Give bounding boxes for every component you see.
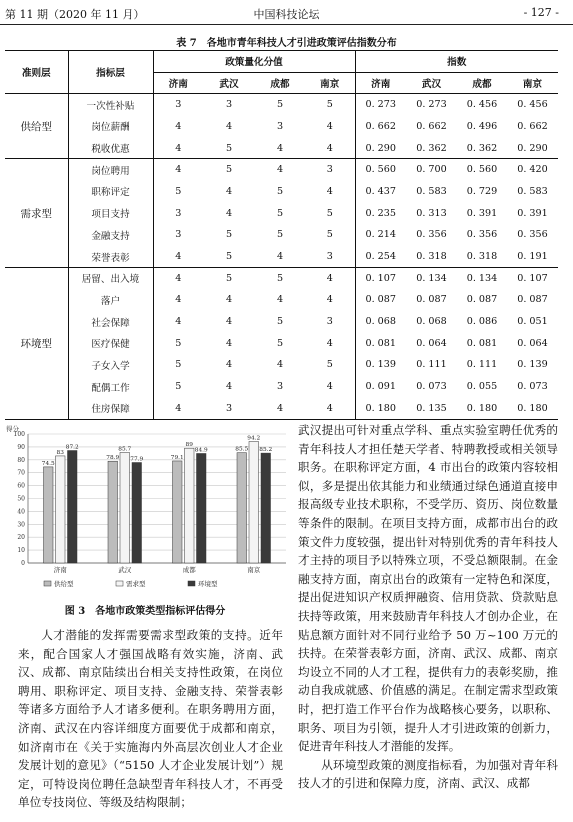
y-tick-label: 30 [17, 521, 25, 529]
score-cell: 4 [203, 116, 255, 138]
index-cell: 0. 437 [355, 181, 406, 203]
index-cell: 0. 073 [507, 376, 558, 398]
index-cell: 0. 662 [355, 116, 406, 138]
score-cell: 5 [255, 202, 305, 224]
index-cell: 0. 362 [406, 137, 457, 159]
score-cell: 4 [203, 332, 255, 354]
legend-swatch [116, 581, 123, 586]
indicator-cell: 居留、出入境 [68, 267, 153, 289]
index-cell: 0. 560 [365, 164, 396, 176]
score-cell: 3 [175, 99, 182, 111]
indicator-cell: 岗位聘用 [68, 159, 153, 181]
index-cell: 0. 073 [406, 376, 457, 398]
data-label: 79.1 [170, 454, 184, 461]
y-tick-label: 10 [17, 547, 25, 555]
index-cell: 0. 087 [355, 289, 406, 311]
legend-swatch [44, 581, 51, 586]
index-cell: 0. 111 [457, 354, 507, 376]
index-cell: 0. 356 [406, 224, 457, 246]
bar [120, 452, 130, 563]
paragraph: 武汉提出可针对重点学科、重点实验室聘任优秀的青年科技人才担任楚天学者、特聘教授或相关领导职务。在职称评定方面，4 市出台的政策内容较相似，多是提出依其能力和业绩通过绿色通道直接申报高级专业技术职称，不受学历、资历、岗位数量等条件的限制。在项目支持方面，成都市出台的政策文件力度较强，提出针对特别优秀的青年科技人才主持的项目予以特殊立项，不受总额限制。在金融支持方面，南京出台的政策有一定特色和深度，提出促进知识产权质押融资、信用贷款、贷款贴息扶持等政策，用来鼓励青年科技人才创办企业，在贴息额方面针对不同行业给予 50 万~100 万元的扶持。在荣誉表彰方面，济南、武汉、成都、南京均设立不同的人才工程，提供有力的表彰奖励，推动自我成就感、价值感的满足。在制定需求型政策时，把打造工作平台作为战略核心要务，以职称、职务、项目为引领，提升人才引进政策的创新力，促进青年科技人才潜能的发挥。 [298, 423, 558, 754]
criteria-cell: 供给型 [5, 94, 68, 159]
bar [132, 463, 142, 563]
score-cell: 4 [175, 272, 182, 284]
score-cell: 3 [203, 398, 255, 420]
index-cell: 0. 064 [406, 332, 457, 354]
score-cell: 5 [276, 99, 284, 111]
index-cell: 0. 134 [416, 272, 447, 284]
bar [44, 467, 54, 563]
bar [185, 448, 195, 563]
score-cell: 3 [305, 311, 355, 333]
index-cell: 0. 086 [457, 311, 507, 333]
score-cell: 4 [203, 181, 255, 203]
index-cell: 0. 180 [507, 398, 558, 420]
index-city-header: 武汉 [406, 72, 457, 94]
page-header [0, 0, 573, 25]
score-cell: 4 [153, 246, 203, 268]
score-cell: 4 [175, 164, 182, 176]
score-cell: 4 [203, 354, 255, 376]
data-label: 85.5 [235, 446, 249, 453]
score-cell: 4 [153, 398, 203, 420]
indicator-cell: 金融支持 [68, 224, 153, 246]
x-tick-label: 武汉 [118, 566, 132, 574]
score-cell: 4 [255, 246, 305, 268]
index-cell: 0. 290 [507, 137, 558, 159]
legend-swatch [188, 581, 195, 586]
index-cell: 0. 087 [457, 289, 507, 311]
score-cell: 4 [305, 181, 355, 203]
page-number: - 127 - [523, 6, 559, 19]
table-row [5, 267, 558, 289]
score-city-header: 南京 [305, 72, 355, 94]
header-criteria: 准则层 [5, 51, 68, 94]
index-cell: 0. 068 [355, 311, 406, 333]
index-cell: 0. 055 [457, 376, 507, 398]
y-tick-label: 70 [17, 469, 25, 477]
score-cell: 4 [203, 289, 255, 311]
index-cell: 0. 064 [507, 332, 558, 354]
index-cell: 0. 662 [406, 116, 457, 138]
table-row [5, 311, 558, 333]
score-cell: 4 [203, 376, 255, 398]
index-cell: 0. 662 [507, 116, 558, 138]
header-indicator: 指标层 [68, 51, 153, 94]
score-cell: 5 [255, 224, 305, 246]
score-cell: 5 [305, 354, 355, 376]
score-cell: 5 [225, 272, 233, 284]
score-cell: 4 [305, 289, 355, 311]
right-column-text [298, 421, 558, 793]
bar [68, 451, 78, 563]
index-cell: 0. 583 [507, 181, 558, 203]
y-tick-label: 20 [17, 534, 25, 542]
data-label: 84.9 [194, 447, 208, 454]
criteria-cell: 需求型 [5, 159, 68, 267]
table-row [5, 159, 558, 181]
score-cell: 5 [305, 94, 355, 116]
score-cell: 4 [276, 164, 284, 176]
score-cell: 4 [255, 354, 305, 376]
score-cell: 3 [225, 99, 233, 111]
index-cell: 0. 091 [355, 376, 406, 398]
index-cell: 0. 235 [355, 202, 406, 224]
index-cell: 0. 180 [355, 398, 406, 420]
score-cell: 5 [255, 332, 305, 354]
score-cell: 5 [153, 376, 203, 398]
data-label: 83 [56, 449, 64, 456]
score-cell: 4 [305, 332, 355, 354]
legend-label: 供给型 [54, 580, 74, 588]
score-cell: 4 [255, 137, 305, 159]
journal-name: 中国科技论坛 [253, 8, 320, 21]
table-row [5, 137, 558, 159]
score-cell: 4 [255, 398, 305, 420]
y-axis-label: 得分 [6, 425, 19, 433]
index-cell: 0. 191 [507, 246, 558, 268]
score-cell: 4 [153, 289, 203, 311]
data-label: 78.9 [106, 455, 120, 462]
score-cell: 5 [305, 224, 355, 246]
score-cell: 3 [305, 159, 355, 181]
index-cell: 0. 139 [507, 354, 558, 376]
score-cell: 4 [203, 311, 255, 333]
data-label: 74.5 [41, 460, 55, 467]
index-cell: 0. 313 [406, 202, 457, 224]
indicator-cell: 配偶工作 [68, 376, 153, 398]
y-tick-label: 100 [13, 431, 25, 438]
index-cell: 0. 496 [457, 116, 507, 138]
paragraph: 从环境型政策的测度指标看，为加强对青年科技人才的引进和保障力度，济南、武汉、成都 [298, 757, 558, 791]
index-cell: 0. 729 [457, 181, 507, 203]
index-cell: 0. 051 [507, 311, 558, 333]
index-cell: 0. 139 [355, 354, 406, 376]
table-row [5, 246, 558, 268]
score-cell: 4 [153, 116, 203, 138]
bar [249, 441, 259, 563]
index-cell: 0. 180 [457, 398, 507, 420]
y-tick-label: 90 [17, 443, 25, 451]
index-cell: 0. 391 [507, 202, 558, 224]
score-cell: 3 [305, 246, 355, 268]
table-row [5, 224, 558, 246]
score-city-header: 济南 [153, 72, 203, 94]
legend-label: 需求型 [126, 580, 146, 588]
legend-label: 环境型 [198, 580, 218, 588]
figure-caption: 图 3 各地市政策类型指标评估得分 [64, 606, 226, 617]
table-row [5, 94, 558, 116]
score-cell: 5 [305, 202, 355, 224]
table-row [5, 289, 558, 311]
score-city-header: 成都 [255, 72, 305, 94]
table-row [5, 202, 558, 224]
bar [261, 453, 271, 563]
index-cell: 0. 583 [406, 181, 457, 203]
indicator-cell: 子女入学 [68, 354, 153, 376]
score-cell: 4 [305, 398, 355, 420]
x-tick-label: 成都 [182, 566, 196, 574]
index-cell: 0. 362 [457, 137, 507, 159]
bar [197, 453, 207, 563]
paragraph: 人才潜能的发挥需要需求型政策的支持。近年来，配合国家人才强国战略有效实施，济南、武汉、成都、南京陆续出台相关支持性政策，在岗位聘用、职称评定、项目支持、金融支持、荣誉表彰等诸多方面给予人才诸多便利。在职务聘用方面，济南、武汉在内容详细度方面要优于成都和南京，如济南市在《关于实施海内外高层次创业人才企业发展计划的意见》（“5150 人才企业发展计划”）规定，可特设岗位聘任急缺型青年科技人才，不再受单位专技岗位、等级及结构限制； [18, 628, 283, 810]
indicator-cell: 税收优惠 [68, 137, 153, 159]
data-label: 89 [185, 442, 193, 449]
table-row [5, 181, 558, 203]
score-cell: 4 [153, 137, 203, 159]
table-row [5, 116, 558, 138]
score-cell: 4 [305, 376, 355, 398]
score-cell: 4 [305, 267, 355, 289]
header-index: 指数 [355, 51, 558, 73]
score-cell: 3 [153, 224, 203, 246]
score-cell: 5 [276, 272, 284, 284]
index-cell: 0. 391 [457, 202, 507, 224]
index-cell: 0. 081 [355, 332, 406, 354]
score-cell: 5 [153, 181, 203, 203]
score-cell: 5 [225, 164, 233, 176]
indicator-cell: 落户 [68, 289, 153, 311]
score-cell: 3 [255, 116, 305, 138]
index-cell: 0. 068 [406, 311, 457, 333]
table-row [5, 332, 558, 354]
table-row [5, 354, 558, 376]
score-cell: 3 [255, 376, 305, 398]
index-cell: 0. 273 [416, 99, 447, 111]
y-tick-label: 40 [17, 508, 25, 516]
x-tick-label: 济南 [53, 566, 67, 574]
issue-info: 第 11 期（2020 年 11 月） [5, 8, 145, 21]
data-label: 94.2 [247, 435, 261, 442]
index-cell: 0. 087 [507, 289, 558, 311]
header-policy-score: 政策量化分值 [153, 51, 355, 73]
score-cell: 4 [255, 289, 305, 311]
bar [173, 461, 183, 563]
index-cell: 0. 107 [517, 272, 548, 284]
data-label: 85.2 [259, 447, 273, 454]
indicator-cell: 岗位薪酬 [68, 116, 153, 138]
score-cell: 5 [153, 332, 203, 354]
indicator-cell: 社会保障 [68, 311, 153, 333]
left-column-text [18, 626, 283, 812]
index-cell: 0. 134 [466, 272, 498, 284]
criteria-cell: 环境型 [5, 267, 68, 419]
bar [108, 461, 118, 563]
index-cell: 0. 560 [466, 164, 498, 176]
score-cell: 4 [305, 137, 355, 159]
policy-type-bar-chart [4, 422, 290, 594]
y-tick-label: 80 [17, 456, 25, 464]
y-tick-label: 50 [17, 495, 25, 503]
score-cell: 5 [203, 224, 255, 246]
score-cell: 4 [203, 202, 255, 224]
score-cell: 5 [153, 354, 203, 376]
score-cell: 4 [153, 311, 203, 333]
index-cell: 0. 456 [517, 99, 548, 111]
index-cell: 0. 081 [457, 332, 507, 354]
index-cell: 0. 107 [365, 272, 396, 284]
index-cell: 0. 356 [507, 224, 558, 246]
indicator-cell: 职称评定 [68, 181, 153, 203]
score-cell: 5 [203, 246, 255, 268]
bar [237, 453, 247, 563]
data-label: 85.7 [118, 446, 132, 453]
table-caption: 表 7 各地市青年科技人才引进政策评估指数分布 [176, 38, 397, 49]
y-tick-label: 0 [21, 560, 25, 567]
index-cell: 0. 214 [355, 224, 406, 246]
index-cell: 0. 254 [355, 246, 406, 268]
indicator-cell: 一次性补贴 [68, 94, 153, 116]
index-cell: 0. 356 [457, 224, 507, 246]
policy-index-table [5, 50, 558, 420]
table-row [5, 376, 558, 398]
x-tick-label: 南京 [247, 566, 261, 574]
score-cell: 5 [255, 181, 305, 203]
score-city-header: 武汉 [203, 72, 255, 94]
index-city-header: 成都 [457, 72, 507, 94]
index-cell: 0. 700 [416, 164, 447, 176]
index-city-header: 南京 [507, 72, 558, 94]
indicator-cell: 项目支持 [68, 202, 153, 224]
score-cell: 5 [255, 311, 305, 333]
index-cell: 0. 087 [406, 289, 457, 311]
indicator-cell: 荣誉表彰 [68, 246, 153, 268]
index-cell: 0. 273 [365, 99, 396, 111]
score-cell: 5 [203, 137, 255, 159]
index-cell: 0. 456 [466, 99, 498, 111]
index-city-header: 济南 [355, 72, 406, 94]
score-cell: 3 [153, 202, 203, 224]
index-cell: 0. 290 [355, 137, 406, 159]
index-cell: 0. 135 [406, 398, 457, 420]
index-cell: 0. 318 [406, 246, 457, 268]
data-label: 87.2 [65, 444, 79, 451]
indicator-cell: 住房保障 [68, 398, 153, 420]
index-cell: 0. 420 [517, 164, 548, 176]
bar [56, 456, 66, 563]
indicator-cell: 医疗保健 [68, 332, 153, 354]
index-cell: 0. 318 [457, 246, 507, 268]
score-cell: 4 [305, 116, 355, 138]
data-label: 77.9 [130, 456, 144, 463]
y-tick-label: 60 [17, 482, 25, 490]
index-cell: 0. 111 [406, 354, 457, 376]
table-row [5, 398, 558, 420]
